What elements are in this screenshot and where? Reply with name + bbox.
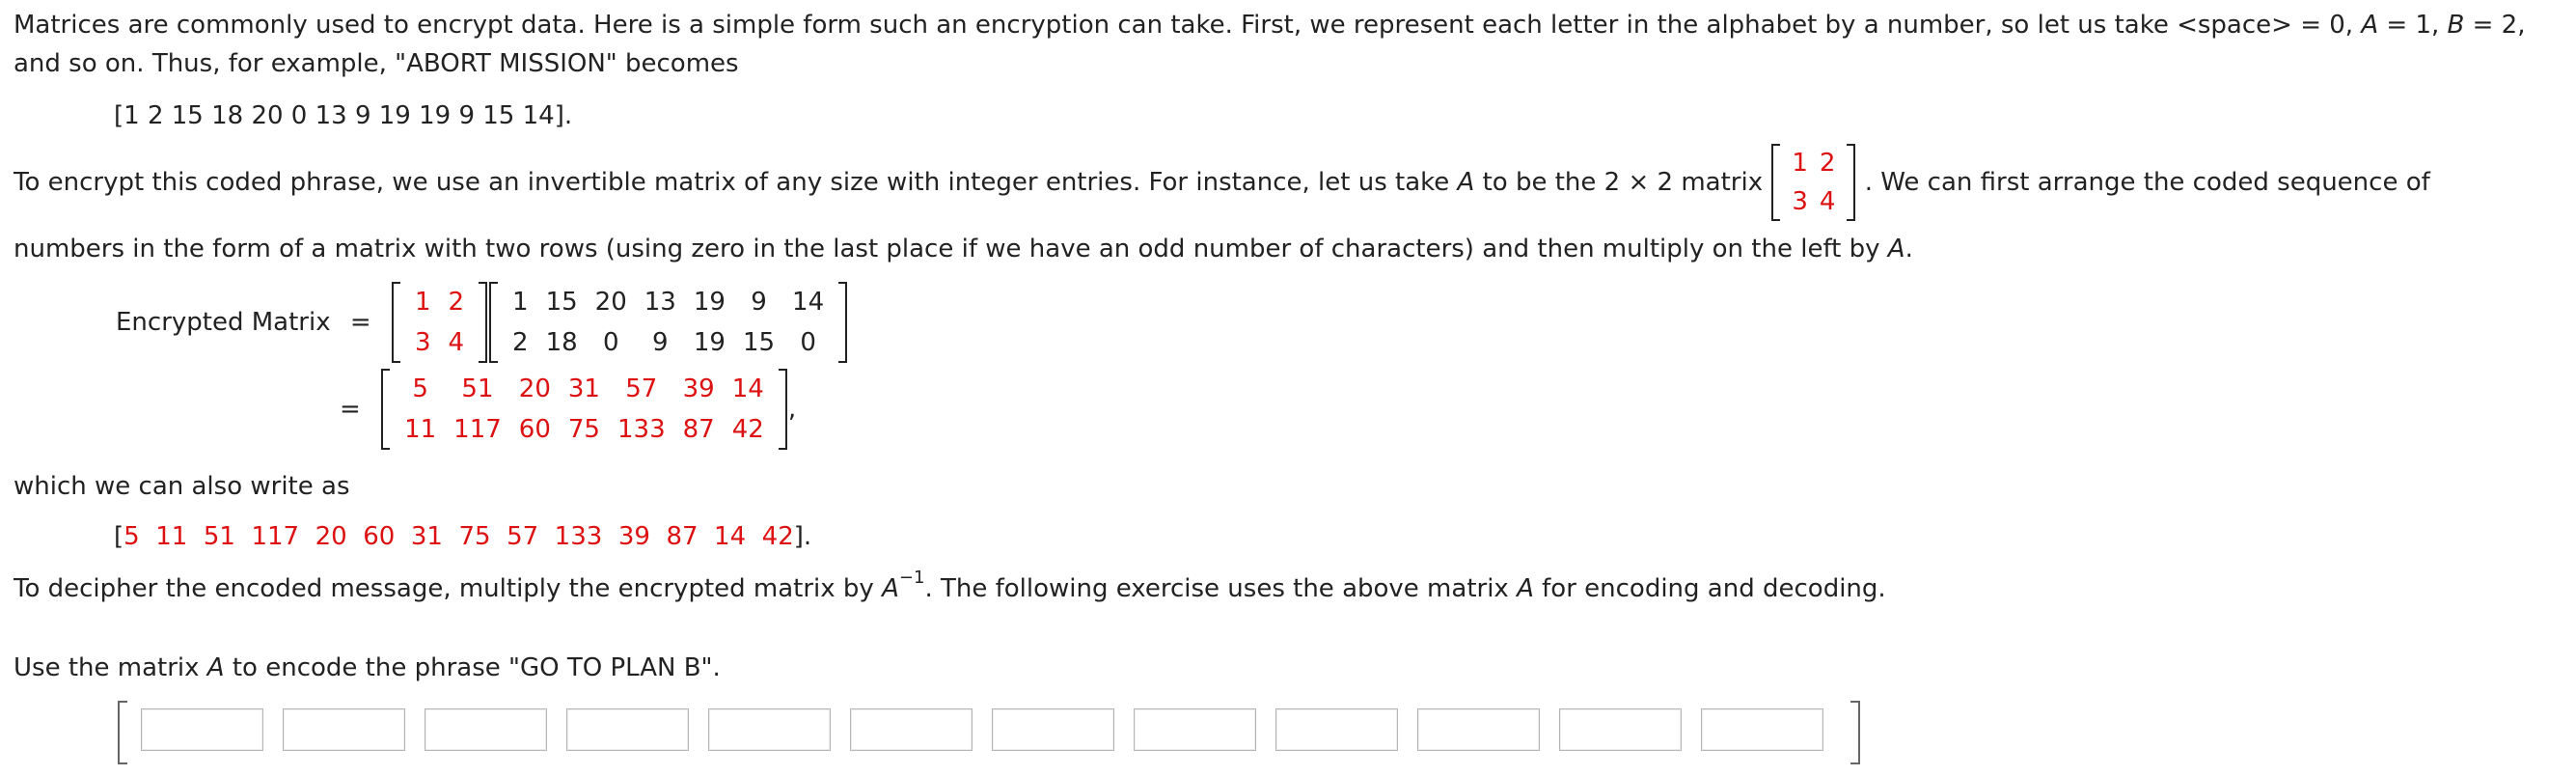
answer-input-8[interactable]	[1134, 708, 1256, 751]
matrix-a-cell: 1	[1792, 149, 1808, 178]
answer-input-5[interactable]	[708, 708, 831, 751]
coded-cell: 1	[512, 288, 529, 317]
sequence-values: 5 11 51 117 20 60 31 75 57 133 39 87 14 42	[123, 522, 794, 551]
var-b: B	[2447, 11, 2465, 40]
encrypt-text-b: to be the 2 × 2 matrix	[1474, 168, 1764, 197]
coded-cell: 20	[594, 288, 627, 317]
var-a: A	[2361, 11, 2379, 40]
answer-input-12[interactable]	[1701, 708, 1823, 751]
decipher-text: To decipher the encoded message, multiply the encrypted matrix by	[14, 574, 883, 603]
encrypt-text-end: .	[1905, 235, 1913, 263]
result-cell: 57	[625, 374, 658, 403]
result-equation	[340, 369, 796, 450]
result-comma: ,	[787, 395, 797, 424]
decipher-text-c: for encoding and decoding.	[1533, 574, 1886, 603]
coded-cell: 2	[512, 328, 529, 357]
var-a: A	[882, 574, 899, 603]
answer-input-3[interactable]	[425, 708, 547, 751]
intro-text-continued: and so on. Thus, for example, "ABORT MISSION" becomes	[14, 49, 739, 78]
coded-cell: 15	[545, 288, 578, 317]
coded-cell: 9	[652, 328, 669, 357]
result-cell: 14	[731, 374, 764, 403]
matrix-a-cell: 4	[448, 328, 465, 357]
coded-cell: 19	[693, 328, 726, 357]
matrix-a-factor	[391, 282, 488, 363]
coded-cell: 13	[644, 288, 676, 317]
answer-input-2[interactable]	[283, 708, 405, 751]
coded-cell: 9	[751, 288, 767, 317]
result-cell: 5	[412, 374, 428, 403]
var-a: A	[1517, 574, 1534, 603]
answer-input-4[interactable]	[566, 708, 689, 751]
matrix-a-cell: 2	[1819, 149, 1836, 178]
result-cell: 51	[461, 374, 494, 403]
matrix-a-cell: 3	[1792, 187, 1808, 216]
result-cell: 42	[731, 415, 764, 444]
answer-row	[118, 701, 1860, 764]
intro-text: Matrices are commonly used to encrypt data. Here is a simple form such an encryption can take. First, we represent each letter in the alphabet by a number, so let us take	[14, 11, 2178, 40]
matrix-a-cell: 4	[1819, 187, 1836, 216]
matrix-a	[1770, 144, 1856, 221]
answer-input-11[interactable]	[1559, 708, 1682, 751]
intro-eq-zero: = 0,	[2291, 11, 2362, 40]
coded-cell: 14	[792, 288, 825, 317]
answer-input-6[interactable]	[850, 708, 973, 751]
answer-input-9[interactable]	[1275, 708, 1398, 751]
coded-cell: 0	[602, 328, 619, 357]
result-cell: 60	[518, 415, 551, 444]
encrypt-paragraph-line2	[14, 230, 1913, 268]
result-cell: 117	[453, 415, 502, 444]
also-write-text: which we can also write as	[14, 472, 350, 501]
sequence-open-bracket: [	[114, 522, 124, 551]
coded-matrix	[488, 282, 848, 363]
encrypt-text-d: numbers in the form of a matrix with two rows (using zero in the last place if we have an odd number of characters) and then multiply on the left by	[14, 235, 1888, 263]
encrypt-text: To encrypt this coded phrase, we use an invertible matrix of any size with integer entries. For instance, let us take	[14, 168, 1458, 197]
var-a: A	[206, 653, 225, 682]
result-matrix	[380, 369, 788, 450]
encrypted-equation	[116, 282, 848, 363]
result-cell: 20	[518, 374, 551, 403]
answer-input-10[interactable]	[1417, 708, 1540, 751]
coded-cell: 0	[800, 328, 816, 357]
decipher-paragraph	[14, 569, 1886, 608]
coded-cell: 18	[545, 328, 578, 357]
encrypted-matrix-label: Encrypted Matrix	[116, 308, 331, 337]
result-cell: 31	[567, 374, 600, 403]
intro-eq-one: = 1,	[2378, 11, 2448, 40]
encrypt-paragraph-line1	[14, 143, 2430, 222]
question-text-b: to encode the phrase "GO TO PLAN B".	[224, 653, 721, 682]
sequence-close-bracket: ].	[793, 522, 812, 551]
answer-input-1[interactable]	[141, 708, 263, 751]
matrix-a-cell: 1	[414, 288, 431, 317]
matrix-a-cell: 3	[414, 328, 431, 357]
coded-cell: 15	[742, 328, 776, 357]
question-text	[14, 649, 721, 687]
result-cell: 75	[567, 415, 600, 444]
var-a: A	[1457, 168, 1475, 197]
inverse-exponent: −1	[898, 568, 925, 589]
result-cell: 11	[404, 415, 437, 444]
question-text-a: Use the matrix	[14, 653, 207, 682]
coded-cell: 19	[693, 288, 726, 317]
equals-sign: =	[349, 308, 371, 337]
space-token: <space>	[2177, 11, 2292, 40]
matrix-a-cell: 2	[448, 288, 465, 317]
var-a: A	[1887, 235, 1905, 263]
equals-sign: =	[340, 395, 361, 424]
encrypt-text-c: . We can first arrange the coded sequence of	[1864, 168, 2430, 197]
result-cell: 87	[682, 415, 715, 444]
answer-input-7[interactable]	[992, 708, 1114, 751]
result-cell: 133	[617, 415, 666, 444]
coded-sequence: [1 2 15 18 20 0 13 9 19 19 9 15 14].	[114, 101, 573, 130]
encrypted-sequence	[114, 517, 811, 556]
intro-paragraph	[14, 6, 2570, 83]
decipher-text-b: . The following exercise uses the above matrix	[924, 574, 1518, 603]
result-cell: 39	[682, 374, 715, 403]
intro-eq-two: = 2,	[2464, 11, 2526, 40]
